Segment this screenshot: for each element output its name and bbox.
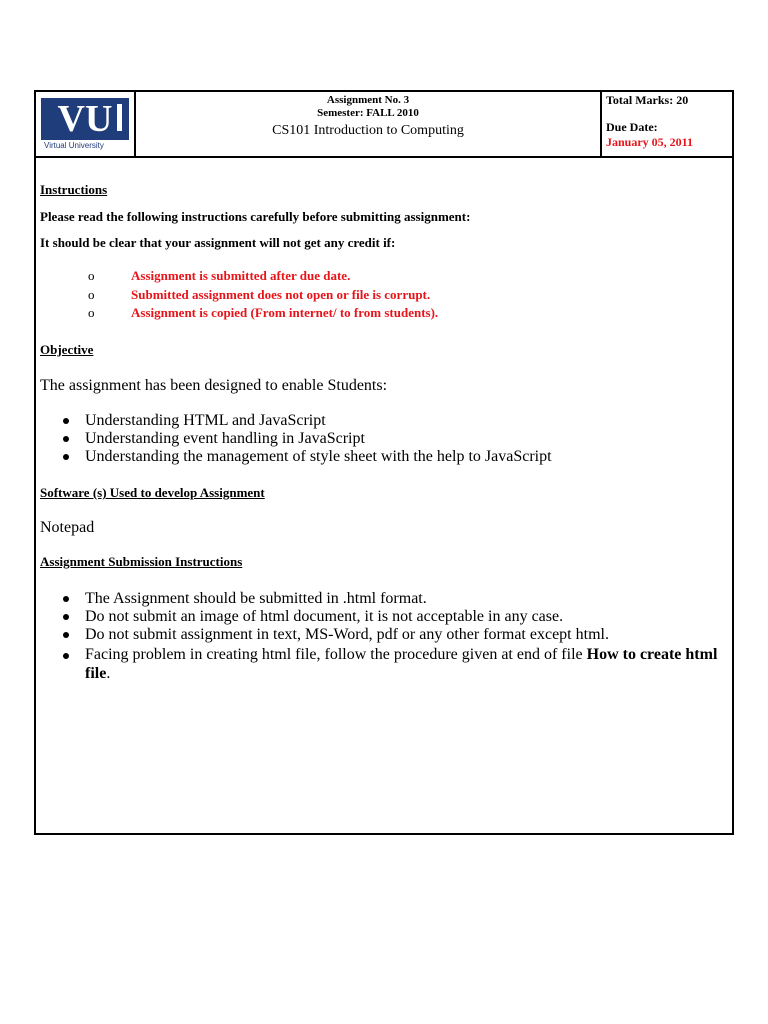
assignment-number: Assignment No. 3 [326, 94, 410, 106]
due-date-value: January 05, 2011 [606, 135, 694, 149]
semester: Semester: FALL 2010 [317, 107, 419, 119]
logo-cell [36, 92, 136, 156]
marks-cell [602, 92, 732, 156]
submission-item-4-continued [85, 665, 110, 683]
header-table [36, 92, 732, 158]
credit-rule-3: Assignment is copied (From internet/ to from students). [131, 305, 439, 320]
bullet-icon [63, 436, 69, 442]
bullet-icon [63, 454, 69, 460]
submission-item-3: Do not submit assignment in text, MS-Word, pdf or any other format except html. [85, 626, 609, 643]
list-marker: o [88, 287, 95, 302]
logo-text: VU [57, 98, 113, 139]
logo-caption: Virtual University [41, 139, 129, 150]
how-to-link-text-b: file [85, 665, 107, 682]
list-marker: o [88, 305, 95, 320]
vu-logo [41, 98, 129, 150]
instructions-line-1: Please read the following instructions carefully before submitting assignment: [40, 209, 471, 224]
course-info-cell [136, 92, 602, 156]
trailing-period: . [106, 665, 111, 682]
credit-rule-1: Assignment is submitted after due date. [131, 268, 351, 283]
due-date-label: Due Date: [606, 120, 658, 134]
instructions-heading: Instructions [40, 182, 108, 197]
how-to-link-text-a: How to create html [586, 646, 718, 663]
objective-heading: Objective [40, 342, 94, 357]
credit-rule-2: Submitted assignment does not open or file is corrupt. [131, 287, 431, 302]
submission-item-2: Do not submit an image of html document, it is not acceptable in any case. [85, 608, 564, 625]
objective-item-3: Understanding the management of style sheet with the help to JavaScript [85, 448, 552, 465]
bullet-icon [63, 418, 69, 424]
bullet-icon [63, 632, 69, 638]
list-marker: o [88, 268, 95, 283]
instructions-line-2: It should be clear that your assignment will not get any credit if: [40, 235, 396, 250]
course-title: CS101 Introduction to Computing [272, 123, 464, 138]
software-value: Notepad [40, 519, 95, 536]
objective-intro: The assignment has been designed to enable Students: [40, 377, 388, 394]
total-marks: Total Marks: 20 [606, 93, 689, 107]
software-heading: Software (s) Used to develop Assignment [40, 485, 265, 500]
submission-item-1: The Assignment should be submitted in .html format. [85, 590, 427, 607]
objective-item-1: Understanding HTML and JavaScript [85, 412, 326, 429]
vu-logo-mark-icon [41, 98, 129, 139]
bullet-icon [63, 614, 69, 620]
bullet-icon [63, 596, 69, 602]
submission-item-4-text: Facing problem in creating html file, follow the procedure given at end of file [85, 646, 583, 663]
bullet-icon [63, 653, 69, 659]
objective-item-2: Understanding event handling in JavaScript [85, 430, 365, 447]
submission-item-4 [85, 646, 717, 664]
submission-heading: Assignment Submission Instructions [40, 554, 243, 569]
